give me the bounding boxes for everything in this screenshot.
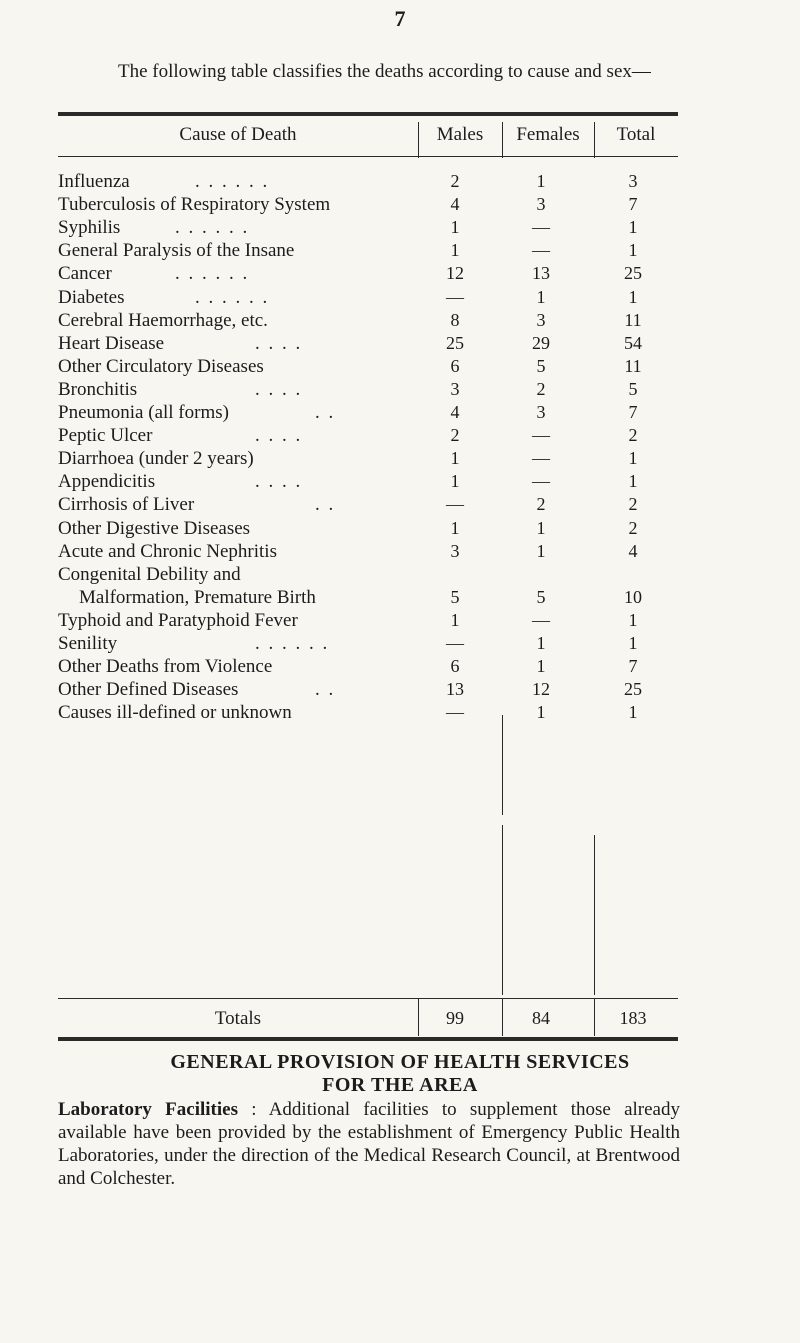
cause-cell: Heart Disease	[58, 332, 165, 354]
table-top-rule	[58, 112, 678, 116]
totals-males: 99	[446, 1008, 464, 1028]
cause-cell: Other Circulatory Diseases	[58, 355, 264, 377]
table-row	[0, 517, 800, 540]
males-cell: —	[446, 286, 464, 307]
males-cell: —	[446, 494, 464, 515]
cause-cell: Cirrhosis of Liver	[58, 494, 195, 516]
leader-dots: . .	[315, 679, 336, 701]
males-cell: 1	[450, 448, 460, 469]
males-cell: 3	[450, 540, 460, 561]
table-row	[0, 170, 800, 193]
females-cell: —	[532, 448, 550, 469]
totals-row	[0, 1007, 800, 1030]
cause-cell: Tuberculosis of Respiratory System	[58, 194, 331, 216]
table-row	[0, 586, 800, 609]
table-row	[0, 424, 800, 447]
section-title-line2: FOR THE AREA	[322, 1074, 478, 1096]
males-cell: 8	[450, 309, 460, 330]
males-cell: 2	[450, 425, 460, 446]
table-row	[0, 540, 800, 563]
table-row	[0, 655, 800, 678]
total-cell: 1	[628, 471, 638, 492]
paragraph-body: Additional facilities to supplement those already available have been provided by the establishment of Emergency Public Health Laboratories, under the direction of the Medical Research Council, at Brentwood and Colchester.	[58, 1099, 680, 1189]
females-cell: 2	[536, 494, 546, 515]
total-cell: 4	[628, 540, 638, 561]
cause-cell: Peptic Ulcer	[58, 425, 153, 447]
females-cell: 1	[536, 286, 546, 307]
header-cause: Cause of Death	[179, 124, 297, 145]
page-number: 7	[394, 6, 406, 31]
cause-cell: Bronchitis	[58, 378, 138, 400]
cause-cell: Causes ill-defined or unknown	[58, 702, 292, 724]
total-cell: 25	[624, 263, 642, 284]
table-row	[0, 609, 800, 632]
table-row	[0, 216, 800, 239]
column-divider-3b	[594, 835, 595, 995]
intro-text: The following table classifies the deaths according to cause and sex—	[118, 61, 651, 82]
leader-dots: . . . .	[255, 332, 303, 354]
females-cell: 5	[536, 355, 546, 376]
totals-rule-numbers	[418, 998, 678, 999]
cause-cell: Diarrhoea (under 2 years)	[58, 448, 254, 470]
males-cell: 4	[450, 402, 460, 422]
cause-cell: Influenza	[58, 171, 130, 192]
cause-cell: Cancer	[58, 263, 112, 285]
cause-cell: Diabetes	[58, 286, 125, 308]
leader-dots: . . . .	[255, 425, 303, 447]
total-cell: 54	[624, 332, 642, 353]
total-cell: 3	[628, 171, 638, 191]
table-row	[0, 401, 800, 424]
section-title-line1: GENERAL PROVISION OF HEALTH SERVICES	[170, 1051, 630, 1073]
total-cell: 1	[628, 217, 638, 238]
leader-dots: . . . . . .	[175, 263, 250, 285]
males-cell: 1	[450, 217, 460, 238]
females-cell: 5	[536, 586, 546, 607]
females-cell: 2	[536, 378, 546, 399]
total-cell: 7	[628, 656, 638, 677]
table-row	[0, 239, 800, 262]
column-divider-2c	[502, 825, 503, 995]
total-cell: 1	[628, 286, 638, 307]
total-cell: 11	[624, 355, 642, 376]
leader-dots: . . . . . .	[175, 217, 250, 239]
males-cell: 4	[450, 194, 460, 215]
cause-cell: Malformation, Premature Birth	[79, 586, 316, 608]
total-cell: 1	[628, 609, 638, 630]
cause-cell: Senility	[58, 633, 118, 654]
totals-rule-cause	[58, 998, 418, 999]
leader-dots: . . . . . .	[195, 171, 270, 192]
females-cell: 1	[536, 171, 546, 191]
males-cell: —	[446, 633, 464, 653]
males-cell: 6	[450, 656, 460, 677]
females-cell: —	[532, 217, 550, 238]
males-cell: 13	[446, 679, 464, 700]
females-cell: —	[532, 609, 550, 630]
totals-females: 84	[532, 1008, 550, 1028]
table-row	[0, 470, 800, 493]
females-cell: 1	[536, 540, 546, 561]
header-males: Males	[436, 124, 484, 145]
females-cell: 1	[536, 702, 546, 723]
cause-cell: Other Defined Diseases	[58, 679, 239, 701]
table-row	[0, 678, 800, 701]
females-cell: 12	[532, 679, 550, 700]
males-cell: 1	[450, 240, 460, 261]
laboratory-paragraph	[58, 1098, 680, 1190]
total-cell: 1	[628, 448, 638, 469]
females-cell: 13	[532, 263, 550, 284]
females-cell: —	[532, 425, 550, 446]
males-cell: 25	[446, 332, 464, 353]
females-cell: 3	[536, 402, 546, 422]
females-cell: 3	[536, 309, 546, 330]
leader-dots: . . . .	[255, 378, 303, 400]
leader-dots: . . . .	[255, 471, 303, 493]
table-row	[0, 447, 800, 470]
males-cell: 1	[450, 471, 460, 492]
total-cell: 7	[628, 402, 638, 422]
table-row	[0, 309, 800, 332]
table-row	[0, 493, 800, 516]
total-cell: 2	[628, 517, 638, 538]
females-cell: —	[532, 240, 550, 261]
leader-dots: . .	[315, 494, 336, 516]
females-cell: 1	[536, 633, 546, 653]
header-females: Females	[516, 124, 580, 145]
total-cell: 2	[628, 425, 638, 446]
table-row	[0, 563, 800, 586]
leader-dots: . . . . . .	[255, 633, 330, 654]
females-cell: 29	[532, 332, 550, 353]
males-cell: 5	[450, 586, 460, 607]
total-cell: 1	[628, 633, 638, 653]
males-cell: 12	[446, 263, 464, 284]
table-row	[0, 632, 800, 655]
total-cell: 11	[624, 309, 642, 330]
paragraph-lead: Laboratory Facilities	[58, 1099, 238, 1120]
table-row	[0, 378, 800, 401]
table-row	[0, 286, 800, 309]
total-cell: 25	[624, 679, 642, 700]
cause-cell: General Paralysis of the Insane	[58, 240, 295, 262]
cause-cell: Congenital Debility and	[58, 563, 241, 585]
totals-total: 183	[619, 1008, 647, 1028]
cause-cell: Typhoid and Paratyphoid Fever	[58, 609, 298, 631]
header-underline-numbers	[418, 156, 678, 157]
females-cell: 1	[536, 517, 546, 538]
females-cell: 3	[536, 194, 546, 215]
cause-cell: Pneumonia (all forms)	[58, 402, 229, 423]
table-row	[0, 332, 800, 355]
header-total: Total	[616, 124, 656, 145]
table-row	[0, 193, 800, 216]
males-cell: —	[446, 702, 464, 723]
males-cell: 2	[450, 171, 460, 191]
table-row	[0, 355, 800, 378]
males-cell: 1	[450, 609, 460, 630]
cause-cell: Other Digestive Diseases	[58, 517, 251, 539]
table-row	[0, 701, 800, 724]
total-cell: 7	[628, 194, 638, 215]
leader-dots: . . . . . .	[195, 286, 270, 308]
table-bottom-rule	[58, 1037, 678, 1041]
column-divider-2b	[502, 715, 503, 815]
total-cell: 10	[624, 586, 642, 607]
paragraph-separator: :	[237, 1099, 269, 1120]
cause-cell: Other Deaths from Violence	[58, 656, 273, 678]
leader-dots: . .	[315, 402, 336, 423]
females-cell: 1	[536, 656, 546, 677]
total-cell: 5	[628, 378, 638, 399]
cause-cell: Acute and Chronic Nephritis	[58, 540, 277, 562]
males-cell: 3	[450, 378, 460, 399]
header-underline-cause	[58, 156, 418, 157]
males-cell: 1	[450, 517, 460, 538]
table-row	[0, 262, 800, 285]
total-cell: 2	[628, 494, 638, 515]
total-cell: 1	[628, 240, 638, 261]
cause-cell: Appendicitis	[58, 471, 156, 493]
males-cell: 6	[450, 355, 460, 376]
females-cell: —	[532, 471, 550, 492]
total-cell: 1	[628, 702, 638, 723]
cause-cell: Syphilis	[58, 217, 121, 239]
cause-cell: Cerebral Haemorrhage, etc.	[58, 309, 268, 331]
totals-label: Totals	[214, 1008, 262, 1029]
